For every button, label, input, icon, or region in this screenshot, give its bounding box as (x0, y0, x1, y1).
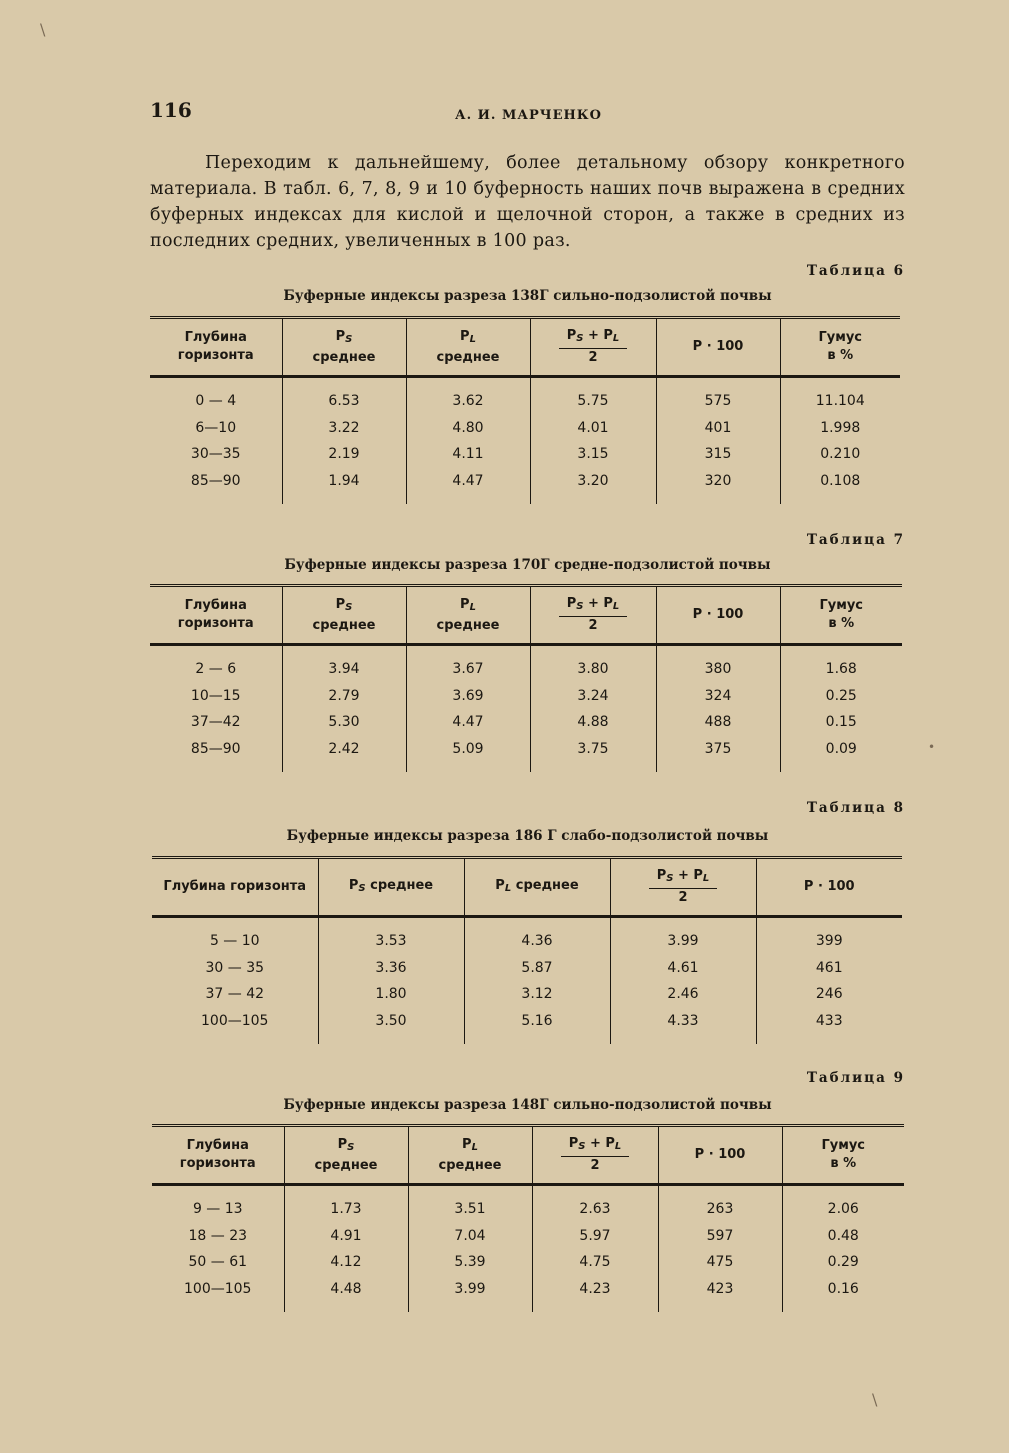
cell-depth: 6—10 (195, 419, 237, 436)
cell-pl: 4.80 (406, 415, 530, 442)
table-row (152, 1008, 902, 1045)
col-ps-header: $P_S$ среднее (282, 586, 406, 645)
col-p100-header: P · 100 (656, 586, 780, 645)
cell-pl: 3.67 (406, 645, 530, 683)
cell-humus: 0.48 (782, 1223, 904, 1250)
table-row (150, 645, 902, 683)
cell-mean: 5.97 (532, 1223, 658, 1250)
cell-depth: 5 — 10 (209, 933, 260, 949)
cell-humus: 0.15 (780, 709, 902, 736)
cell-ps: 1.73 (284, 1185, 408, 1223)
table-row (152, 1223, 904, 1250)
col-pl-header: $P_L$ среднее (406, 318, 530, 377)
cell-mean: 3.80 (530, 645, 656, 683)
table-row (152, 1185, 904, 1223)
col-pl-header: $P_L$ среднее (464, 858, 610, 917)
cell-p100: 263 (658, 1185, 782, 1223)
table-7-caption: Буферные индексы разреза 170Г средне-подзолистой почвы (284, 557, 771, 573)
table-8-label: Таблица 8 (806, 800, 905, 816)
cell-mean: 3.99 (610, 917, 756, 955)
paper-scratch: \ (872, 1390, 878, 1409)
cell-pl: 4.36 (464, 917, 610, 955)
cell-ps: 3.53 (318, 917, 464, 955)
cell-mean: 2.63 (532, 1185, 658, 1223)
running-head: А. И. МАРЧЕНКО (455, 108, 602, 123)
cell-ps: 1.94 (282, 468, 406, 505)
cell-mean: 3.75 (530, 736, 656, 773)
cell-ps: 2.42 (282, 736, 406, 773)
col-humus-header: Гумус в % (782, 1126, 904, 1185)
table-9-label: Таблица 9 (806, 1070, 905, 1086)
cell-depth: 10—15 (190, 687, 241, 704)
cell-pl: 5.16 (464, 1008, 610, 1045)
cell-humus: 0.09 (780, 736, 902, 773)
cell-depth: 85—90 (190, 740, 241, 757)
cell-pl: 4.47 (406, 468, 530, 505)
cell-humus: 0.25 (780, 683, 902, 710)
table-row (150, 736, 902, 773)
col-depth-header: Глубина горизонта (150, 586, 282, 645)
page-number: 116 (150, 98, 192, 122)
col-ps-header: $P_S$ среднее (284, 1126, 408, 1185)
table-row (150, 441, 900, 468)
table-row (152, 955, 902, 982)
table-header-row (152, 1126, 904, 1185)
table-row (150, 709, 902, 736)
cell-humus: 0.210 (780, 441, 900, 468)
col-mean-header: $\frac{P_S + P_L}{2}$ (610, 858, 756, 917)
cell-humus: 1.68 (780, 645, 902, 683)
cell-mean: 3.15 (530, 441, 656, 468)
cell-depth: 37—42 (190, 714, 241, 730)
intro-text: Переходим к дальнейшему, более детальному обзору конкретного материала. В табл. 6, 7, 8, 9 и 10 буферность наших почв выражена в средних буферных индексах для кислой и щелочной сторон, а также в средних из последних средних, увеличенных в 100 раз. (150, 153, 905, 251)
cell-depth: 30 — 35 (205, 959, 265, 976)
cell-pl: 5.09 (406, 736, 530, 773)
cell-depth: 18 — 23 (188, 1227, 248, 1244)
cell-humus: 1.998 (780, 415, 900, 442)
table-6-label: Таблица 6 (806, 263, 905, 279)
cell-pl: 3.69 (406, 683, 530, 710)
cell-mean: 3.20 (530, 468, 656, 505)
table-8-caption: Буферные индексы разреза 186 Г слабо-подзолистой почвы (286, 828, 769, 844)
col-depth-header: Глубина горизонта (150, 318, 282, 377)
cell-pl: 4.11 (406, 441, 530, 468)
cell-p100: 461 (756, 955, 902, 982)
cell-mean: 5.75 (530, 377, 656, 415)
col-depth-header: Глубина горизонта (152, 1126, 284, 1185)
cell-ps: 5.30 (282, 709, 406, 736)
table-row (150, 468, 900, 505)
col-p100-header: P · 100 (656, 318, 780, 377)
paper-scratch: \ (40, 20, 46, 39)
cell-mean: 4.23 (532, 1276, 658, 1313)
cell-depth: 100—105 (201, 1012, 269, 1029)
cell-ps: 3.22 (282, 415, 406, 442)
cell-p100: 320 (656, 468, 780, 505)
cell-pl: 3.51 (408, 1185, 532, 1223)
col-p100-header: P · 100 (756, 858, 902, 917)
cell-ps: 4.12 (284, 1249, 408, 1276)
cell-humus: 2.06 (782, 1185, 904, 1223)
cell-mean: 4.75 (532, 1249, 658, 1276)
cell-ps: 2.19 (282, 441, 406, 468)
cell-p100: 575 (656, 377, 780, 415)
cell-depth: 0 — 4 (195, 393, 237, 409)
table-row (152, 1249, 904, 1276)
table-row (150, 377, 900, 415)
table-header-row (150, 318, 900, 377)
col-humus-header: Гумус в % (780, 586, 902, 645)
cell-depth: 85—90 (190, 472, 241, 489)
cell-p100: 401 (656, 415, 780, 442)
col-p100-header: P · 100 (658, 1126, 782, 1185)
cell-p100: 488 (656, 709, 780, 736)
col-humus-header: Гумус в % (780, 318, 900, 377)
cell-p100: 423 (658, 1276, 782, 1313)
cell-pl: 4.47 (406, 709, 530, 736)
cell-mean: 3.24 (530, 683, 656, 710)
cell-depth: 30—35 (190, 446, 241, 462)
col-pl-header: $P_L$ среднее (408, 1126, 532, 1185)
cell-p100: 380 (656, 645, 780, 683)
cell-humus: 0.29 (782, 1249, 904, 1276)
cell-depth: 37 — 42 (205, 986, 265, 1002)
table-header-row (152, 858, 902, 917)
paper-speck: • (928, 740, 936, 754)
table-6 (150, 316, 900, 504)
col-pl-header: $P_L$ среднее (406, 586, 530, 645)
table-row (150, 683, 902, 710)
cell-mean: 4.88 (530, 709, 656, 736)
cell-ps: 6.53 (282, 377, 406, 415)
cell-pl: 3.99 (408, 1276, 532, 1313)
table-row (152, 1276, 904, 1313)
cell-p100: 399 (756, 917, 902, 955)
col-ps-header: $P_S$ среднее (318, 858, 464, 917)
col-mean-header: $\frac{P_S + P_L}{2}$ (530, 318, 656, 377)
cell-p100: 315 (656, 441, 780, 468)
cell-p100: 475 (658, 1249, 782, 1276)
cell-humus: 0.108 (780, 468, 900, 505)
table-6-caption: Буферные индексы разреза 138Г сильно-подзолистой почвы (283, 288, 772, 304)
cell-p100: 324 (656, 683, 780, 710)
table-8 (152, 856, 902, 1044)
table-9-caption: Буферные индексы разреза 148Г сильно-подзолистой почвы (283, 1097, 772, 1113)
cell-p100: 246 (756, 981, 902, 1008)
table-row (152, 917, 902, 955)
table-7-label: Таблица 7 (806, 532, 905, 548)
cell-pl: 3.12 (464, 981, 610, 1008)
cell-humus: 11.104 (780, 377, 900, 415)
cell-pl: 5.39 (408, 1249, 532, 1276)
cell-ps: 2.79 (282, 683, 406, 710)
cell-p100: 597 (658, 1223, 782, 1250)
cell-mean: 2.46 (610, 981, 756, 1008)
col-mean-header: $\frac{P_S + P_L}{2}$ (530, 586, 656, 645)
table-row (152, 981, 902, 1008)
cell-pl: 3.62 (406, 377, 530, 415)
cell-ps: 1.80 (318, 981, 464, 1008)
table-7 (150, 584, 902, 772)
cell-humus: 0.16 (782, 1276, 904, 1313)
cell-depth: 2 — 6 (195, 661, 237, 677)
cell-depth: 100—105 (184, 1280, 252, 1297)
cell-depth: 50 — 61 (188, 1254, 248, 1270)
cell-depth: 9 — 13 (192, 1201, 243, 1217)
col-depth-header: Глубина горизонта (152, 858, 318, 917)
cell-ps: 4.48 (284, 1276, 408, 1313)
cell-ps: 4.91 (284, 1223, 408, 1250)
table-header-row (150, 586, 902, 645)
cell-ps: 3.50 (318, 1008, 464, 1045)
cell-mean: 4.33 (610, 1008, 756, 1045)
page-header (150, 98, 905, 128)
cell-p100: 433 (756, 1008, 902, 1045)
cell-ps: 3.94 (282, 645, 406, 683)
col-ps-header: $P_S$ среднее (282, 318, 406, 377)
intro-paragraph (150, 150, 905, 254)
cell-p100: 375 (656, 736, 780, 773)
table-9 (152, 1124, 904, 1312)
table-row (150, 415, 900, 442)
cell-ps: 3.36 (318, 955, 464, 982)
cell-mean: 4.61 (610, 955, 756, 982)
col-mean-header: $\frac{P_S + P_L}{2}$ (532, 1126, 658, 1185)
cell-pl: 7.04 (408, 1223, 532, 1250)
cell-pl: 5.87 (464, 955, 610, 982)
cell-mean: 4.01 (530, 415, 656, 442)
